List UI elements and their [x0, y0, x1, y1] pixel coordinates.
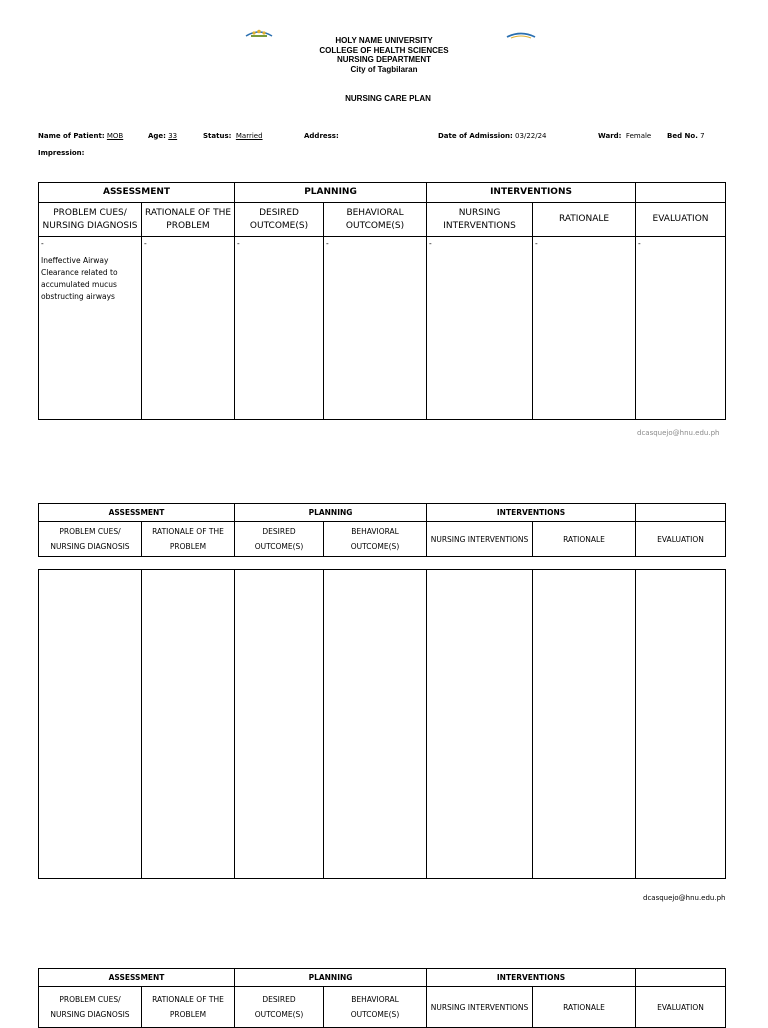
care-plan-table-1 [38, 182, 726, 420]
assessment-header: ASSESSMENT [39, 504, 235, 522]
nursing-diagnosis-text: Ineffective Airway Clearance related to accumulated mucus obstructing airways [41, 256, 118, 301]
university-name: HOLY NAME UNIVERSITY [335, 36, 433, 45]
desired-outcome-cell [235, 570, 324, 879]
care-plan-table-2-body [38, 569, 726, 879]
planning-header: PLANNING [235, 969, 427, 987]
interventions-header: INTERVENTIONS [427, 183, 636, 203]
admission-date-value: 03/22/24 [515, 132, 547, 140]
document-header [0, 36, 768, 74]
college-name: COLLEGE OF HEALTH SCIENCES [319, 45, 449, 55]
department-name: NURSING DEPARTMENT [336, 55, 432, 64]
desired-outcome-header: DESIRED OUTCOME(S) [235, 987, 324, 1028]
rationale-problem-cell [142, 570, 235, 879]
ward-field: Ward: Female [598, 132, 652, 140]
admission-date-field: Date of Admission: 03/22/24 [438, 132, 547, 140]
nursing-interventions-cell [427, 570, 533, 879]
nursing-interventions-header: NURSING INTERVENTIONS [427, 203, 533, 237]
evaluation-header: EVALUATION [636, 987, 726, 1028]
rationale-header: RATIONALE [533, 522, 636, 557]
desired-outcome-header: DESIRED OUTCOME(S) [235, 522, 324, 557]
footer-email-1: dcasquejo@hnu.edu.ph [637, 429, 720, 437]
rationale-cell: - [533, 237, 636, 420]
evaluation-header: EVALUATION [636, 522, 726, 557]
patient-status-field: Status: Married [203, 132, 263, 140]
patient-age-field: Age: 33 [148, 132, 178, 140]
desired-outcome-cell: - [235, 237, 324, 420]
rationale-problem-header: RATIONALE OF THE PROBLEM [142, 203, 235, 237]
bed-value: 7 [700, 132, 705, 140]
rationale-header: RATIONALE [533, 987, 636, 1028]
problem-cues-header: PROBLEM CUES/ NURSING DIAGNOSIS [39, 987, 142, 1028]
patient-age-value: 33 [168, 132, 178, 140]
problem-cues-header: PROBLEM CUES/ NURSING DIAGNOSIS [39, 203, 142, 237]
patient-name-value: MOB [106, 132, 124, 140]
nursing-interventions-header: NURSING INTERVENTIONS [427, 522, 533, 557]
footer-email-2: dcasquejo@hnu.edu.ph [643, 894, 726, 902]
page-title: NURSING CARE PLAN [345, 94, 431, 103]
planning-header: PLANNING [235, 504, 427, 522]
rationale-header: RATIONALE [533, 203, 636, 237]
nursing-interventions-header: NURSING INTERVENTIONS [427, 987, 533, 1028]
bed-field: Bed No. 7 [667, 132, 705, 140]
planning-header: PLANNING [235, 183, 427, 203]
evaluation-cell: - [636, 237, 726, 420]
desired-outcome-header: DESIRED OUTCOME(S) [235, 203, 324, 237]
care-plan-table-2-header [38, 503, 726, 557]
rationale-cell [533, 570, 636, 879]
behavioral-outcome-header: BEHAVIORAL OUTCOME(S) [324, 203, 427, 237]
ward-value: Female [625, 132, 652, 140]
diagnosis-cell: - Ineffective Airway Clearance related to accumulated mucus obstructing airways [39, 237, 142, 420]
behavioral-outcome-cell: - [324, 237, 427, 420]
patient-status-value: Married [235, 132, 263, 140]
evaluation-group-header [636, 969, 726, 987]
impression-label: Impression: [38, 149, 85, 157]
problem-cues-header: PROBLEM CUES/ NURSING DIAGNOSIS [39, 522, 142, 557]
interventions-header: INTERVENTIONS [427, 504, 636, 522]
evaluation-group-header [636, 504, 726, 522]
assessment-header: ASSESSMENT [39, 183, 235, 203]
patient-address-field: Address: [304, 132, 339, 140]
behavioral-outcome-header: BEHAVIORAL OUTCOME(S) [324, 987, 427, 1028]
assessment-header: ASSESSMENT [39, 969, 235, 987]
evaluation-header: EVALUATION [636, 203, 726, 237]
rationale-problem-header: RATIONALE OF THE PROBLEM [142, 522, 235, 557]
patient-name-field: Name of Patient: MOB [38, 132, 124, 140]
evaluation-cell [636, 570, 726, 879]
city-name: City of Tagbilaran [350, 64, 418, 74]
nursing-interventions-cell: - [427, 237, 533, 420]
diagnosis-cell [39, 570, 142, 879]
rationale-problem-cell: - [142, 237, 235, 420]
behavioral-outcome-header: BEHAVIORAL OUTCOME(S) [324, 522, 427, 557]
rationale-problem-header: RATIONALE OF THE PROBLEM [142, 987, 235, 1028]
evaluation-group-header [636, 183, 726, 203]
behavioral-outcome-cell [324, 570, 427, 879]
interventions-header: INTERVENTIONS [427, 969, 636, 987]
care-plan-table-3-header [38, 968, 726, 1028]
